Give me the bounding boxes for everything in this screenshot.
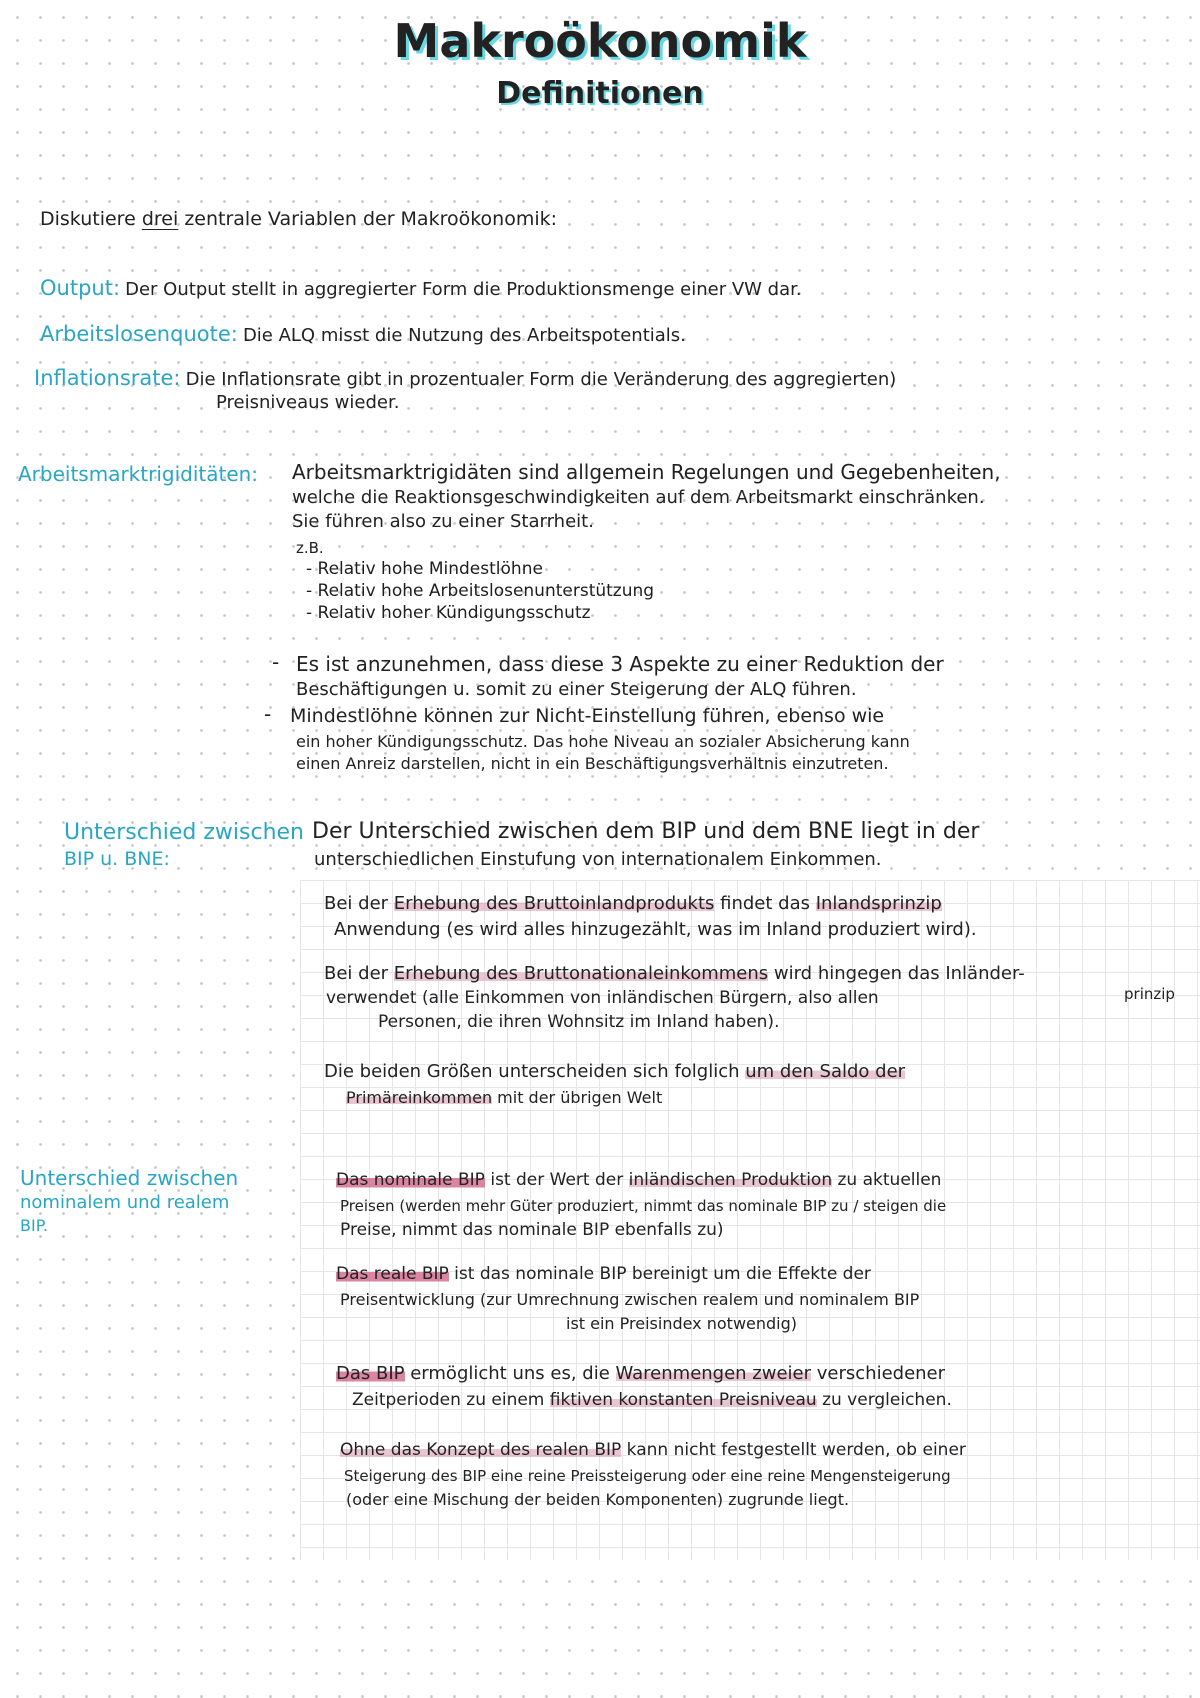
text-segment: ermöglicht uns es, die — [404, 1363, 616, 1384]
bip-intro-line2: unterschiedlichen Einstufung von internationalem Einkommen. — [314, 849, 882, 870]
text-segment: Inländer- — [945, 963, 1025, 984]
page-title: Makroökonomik — [393, 14, 807, 68]
nr-p3-line1 — [336, 1362, 945, 1386]
nr-p1-line3: Preise, nimmt das nominale BIP ebenfalls zu) — [340, 1220, 724, 1240]
highlight: um den Saldo der — [745, 1061, 906, 1082]
text-segment: mit der übrigen Welt — [492, 1088, 663, 1107]
bip-p2-prinzip: prinzip — [1124, 985, 1175, 1003]
highlight: inländischen Produktion — [628, 1170, 833, 1190]
nr-p2-line2: Preisentwicklung (zur Umrechnung zwischen realem und nominalem BIP — [340, 1290, 920, 1309]
bip-p3-line1 — [324, 1060, 905, 1084]
term-nominal-real-line1: Unterschied zwischen — [20, 1166, 239, 1190]
bullet2-line3: einen Anreiz darstellen, nicht in ein Beschäftigungsverhältnis einzutreten. — [296, 754, 889, 773]
rigid-line-3: Sie führen also zu einer Starrheit. — [292, 511, 594, 532]
bullet1-line1: Es ist anzunehmen, dass diese 3 Aspekte zu einer Reduktion der — [296, 652, 944, 676]
def-alq: Die ALQ misst die Nutzung des Arbeitspotentials. — [242, 325, 686, 346]
example-list — [306, 558, 654, 624]
text-segment: ist der Wert der — [484, 1170, 629, 1190]
highlight: fiktiven konstanten Preisniveau — [549, 1390, 817, 1410]
term-inflation: Inflationsrate: — [34, 366, 181, 390]
variable-inflation — [34, 366, 896, 390]
nr-p1-line2: Preisen (werden mehr Güter produziert, nimmt das nominale BIP zu / steigen die — [340, 1197, 947, 1215]
term-rigiditaeten: Arbeitsmarktrigiditäten: — [18, 462, 259, 486]
term-alq: Arbeitslosenquote: — [40, 322, 238, 346]
highlight: Primäreinkommen — [346, 1088, 493, 1107]
prompt-before: Diskutiere — [40, 208, 136, 230]
highlight: Inlandsprinzip — [815, 893, 942, 914]
list-item: - Relativ hoher Kündigungsschutz — [306, 603, 591, 623]
text-segment: Bei der — [324, 963, 394, 984]
bullet-dash: - — [264, 702, 272, 726]
term-output: Output: — [40, 276, 121, 300]
bip-p3-line2 — [346, 1086, 662, 1110]
nr-p2-line3: ist ein Preisindex notwendig) — [566, 1314, 798, 1333]
variable-output — [40, 276, 802, 300]
bip-p2-line1 — [324, 962, 1025, 986]
example-label: z.B. — [296, 539, 324, 557]
text-segment: Die beiden Größen unterscheiden sich folglich — [324, 1061, 746, 1082]
text-segment: kann nicht festgestellt werden, ob einer — [621, 1440, 966, 1460]
rigid-line-1: Arbeitsmarktrigidäten sind allgemein Regelungen und Gegebenheiten, — [292, 460, 1001, 484]
bip-p1-line2: Anwendung (es wird alles hinzugezählt, was im Inland produziert wird). — [334, 919, 977, 940]
term-bip-bne-line2: BIP u. BNE: — [64, 848, 170, 870]
text-segment: Bei der — [324, 893, 394, 914]
bullet2-line2: ein hoher Kündigungsschutz. Das hohe Niveau an sozialer Absicherung kann — [296, 732, 910, 751]
bip-p1-line1 — [324, 892, 942, 916]
term-bip-bne-line1: Unterschied zwischen — [64, 820, 304, 845]
task-prompt — [40, 208, 557, 230]
def-output: Der Output stellt in aggregierter Form die Produktionsmenge einer VW dar. — [125, 279, 802, 300]
highlight: Das reale BIP — [336, 1264, 449, 1284]
bip-intro-line1: Der Unterschied zwischen dem BIP und dem BNE liegt in der — [312, 819, 980, 844]
text-segment: Zeitperioden zu einem — [352, 1390, 550, 1410]
list-item: - Relativ hohe Arbeitslosenunterstützung — [306, 581, 655, 601]
nr-p2-line1 — [336, 1262, 871, 1286]
bullet-dash: - — [272, 650, 280, 674]
highlight: Warenmengen zweier — [615, 1363, 812, 1384]
bip-p2-line2: verwendet (alle Einkommen von inländischen Bürgern, also allen — [326, 988, 879, 1008]
text-segment: zu aktuellen — [832, 1170, 942, 1190]
term-nominal-real-line3: BIP. — [20, 1216, 48, 1235]
def-inflation-line2: Preisniveaus wieder. — [216, 392, 400, 413]
nr-p3-line2 — [352, 1388, 952, 1412]
text-segment: verschiedener — [811, 1363, 946, 1384]
nr-p4-line2: Steigerung des BIP eine reine Preissteigerung oder eine reine Mengensteigerung — [344, 1467, 951, 1485]
nr-p1-line1 — [336, 1168, 941, 1192]
text-segment: zu vergleichen. — [816, 1390, 952, 1410]
prompt-underlined: drei — [141, 208, 179, 230]
def-inflation-line1: Die Inflationsrate gibt in prozentualer Form die Veränderung des aggregierten) — [185, 369, 897, 390]
text-segment: ist das nominale BIP bereinigt um die Effekte der — [448, 1264, 871, 1284]
highlight: Erhebung des Bruttoinlandprodukts — [393, 893, 715, 914]
highlight: Das BIP — [336, 1363, 405, 1384]
nr-p4-line1 — [340, 1438, 966, 1462]
page-subtitle: Definitionen — [496, 76, 704, 111]
rigid-line-2: welche die Reaktionsgeschwindigkeiten auf dem Arbeitsmarkt einschränken. — [292, 487, 985, 508]
bullet2-line1: Mindestlöhne können zur Nicht-Einstellung führen, ebenso wie — [290, 705, 885, 727]
variable-alq — [40, 322, 686, 346]
term-nominal-real-line2: nominalem und realem — [20, 1192, 230, 1213]
text-segment: findet das — [714, 893, 816, 914]
bip-p2-line3: Personen, die ihren Wohnsitz im Inland haben). — [378, 1012, 780, 1032]
nr-p4-line3: (oder eine Mischung der beiden Komponenten) zugrunde liegt. — [346, 1490, 850, 1509]
highlight: Das nominale BIP — [336, 1170, 485, 1190]
list-item: - Relativ hohe Mindestlöhne — [306, 559, 543, 579]
prompt-after: zentrale Variablen der Makroökonomik: — [184, 208, 558, 230]
highlight: Ohne das Konzept des realen BIP — [340, 1440, 622, 1460]
bullet1-line2: Beschäftigungen u. somit zu einer Steigerung der ALQ führen. — [296, 679, 857, 700]
highlight: Erhebung des Bruttonationaleinkommens — [393, 963, 769, 984]
text-segment: wird hingegen das — [768, 963, 946, 984]
